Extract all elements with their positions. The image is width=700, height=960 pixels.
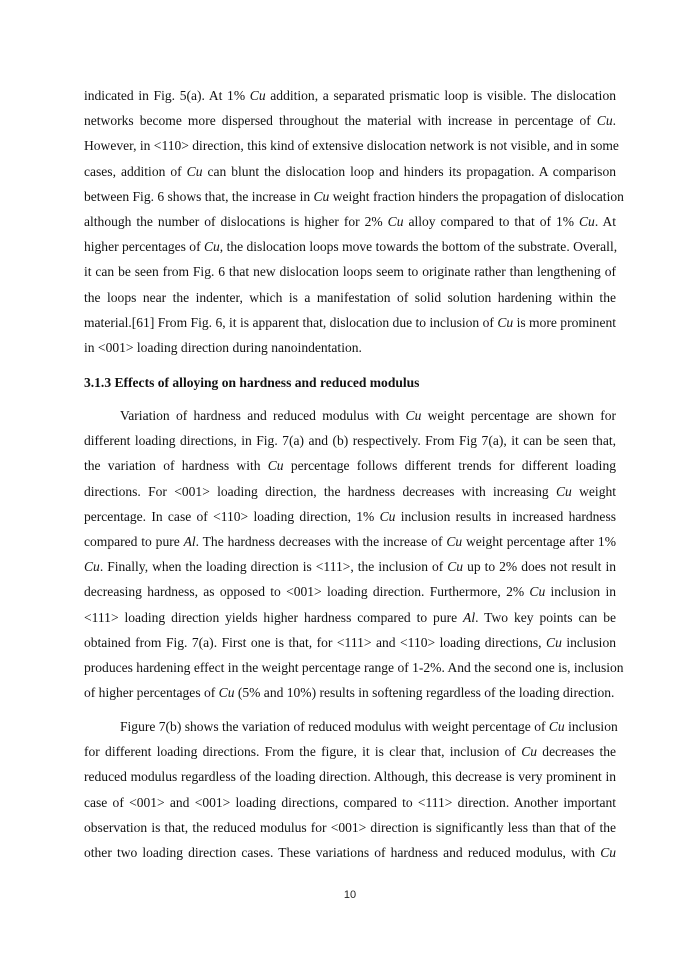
text-line: However, in <110> direction, this kind of extensive dislocation network is not visible, and in some [84,138,619,154]
text-line: Cu. Finally, when the loading direction is <111>, the inclusion of Cu up to 2% does not result in [84,559,616,575]
element-symbol: Cu [596,113,613,129]
text-line: directions. For <001> loading direction, the hardness decreases with increasing Cu weight [84,483,616,499]
element-symbol: Cu [447,559,464,575]
element-symbol: Cu [387,213,404,229]
text-line: of higher percentages of Cu (5% and 10%) results in softening regardless of the loading direction. [84,685,615,701]
text-line: although the number of dislocations is higher for 2% Cu alloy compared to that of 1% Cu. At [84,213,616,229]
element-symbol: Cu [548,719,565,734]
text-line: different loading directions, in Fig. 7(a) and (b) respectively. From Fig 7(a), it can be seen that, [84,433,616,449]
body-paragraph [84,403,624,705]
element-symbol: Cu [84,559,100,575]
text-line: <111> loading direction yields higher hardness compared to pure Al. Two key points can be [84,609,616,625]
body-paragraph [84,83,624,360]
text-line: obtained from Fig. 7(a). First one is that, for <111> and <110> loading directions, Cu inclusion [84,634,616,650]
text-line: between Fig. 6 shows that, the increase in Cu weight fraction hinders the propagation of dislocation [84,188,624,204]
text-line: the loops near the indenter, which is a manifestation of solid solution hardening within the [84,289,616,305]
element-symbol: Cu [405,408,422,423]
element-symbol: Cu [546,634,562,650]
element-symbol: Cu [249,88,266,103]
element-symbol: Cu [600,844,616,860]
text-line: produces hardening effect in the weight percentage range of 1-2%. And the second one is, inclusion [84,659,624,675]
text-line: case of <001> and <001> loading directions, compared to <111> direction. Another important [84,794,616,810]
text-line: Variation of hardness and reduced modulus with Cu weight percentage are shown for [120,408,617,423]
section-heading-text: 3.1.3 Effects of alloying on hardness and reduced modulus [84,375,420,390]
element-symbol: Cu [203,239,220,255]
element-symbol: Cu [446,533,463,549]
element-symbol: Cu [497,314,514,330]
text-line: in <001> loading direction during nanoindentation. [84,339,362,355]
text-line: compared to pure Al. The hardness decreases with the increase of Cu weight percentage after 1% [84,533,616,549]
text-line: decreasing hardness, as opposed to <001> loading direction. Furthermore, 2% Cu inclusion in [84,584,617,600]
element-symbol: Cu [267,458,284,474]
element-symbol: Cu [529,584,546,600]
page-number: 10 [343,889,357,901]
element-symbol: Cu [521,744,538,760]
text-line: for different loading directions. From the figure, it is clear that, inclusion of Cu decreases the [84,744,616,760]
text-line: observation is that, the reduced modulus for <001> direction is significantly less than that of the [84,819,616,835]
text-line: networks become more dispersed throughout the material with increase in percentage of Cu. [84,113,616,129]
body-paragraph [84,714,616,865]
element-symbol: Al [183,533,196,549]
text-line: Figure 7(b) shows the variation of reduced modulus with weight percentage of Cu inclusion [120,719,618,734]
element-symbol: Cu [313,188,330,204]
text-line: it can be seen from Fig. 6 that new dislocation loops seem to originate rather than lengthening of [84,264,616,280]
element-symbol: Cu [579,213,595,229]
text-line: cases, addition of Cu can blunt the dislocation loop and hinders its propagation. A comparison [84,163,616,179]
element-symbol: Cu [556,483,572,499]
text-line: indicated in Fig. 5(a). At 1% Cu addition, a separated prismatic loop is visible. The dislocation [84,88,616,103]
text-line: material.[61] From Fig. 6, it is apparent that, dislocation due to inclusion of Cu is more prominent [84,314,616,330]
element-symbol: Cu [186,163,203,179]
section-heading [84,370,616,395]
element-symbol: Al [463,609,476,625]
text-line: percentage. In case of <110> loading direction, 1% Cu inclusion results in increased hardness [84,508,616,524]
text-line: higher percentages of Cu, the dislocation loops move towards the bottom of the substrate. Overall, [84,239,618,255]
text-line: other two loading direction cases. These variations of hardness and reduced modulus, with Cu [84,844,616,860]
element-symbol: Cu [379,508,396,524]
text-line: the variation of hardness with Cu percentage follows different trends for different loading [84,458,616,474]
element-symbol: Cu [218,685,235,701]
text-line: reduced modulus regardless of the loading direction. Although, this decrease is very prominent in [84,769,616,785]
